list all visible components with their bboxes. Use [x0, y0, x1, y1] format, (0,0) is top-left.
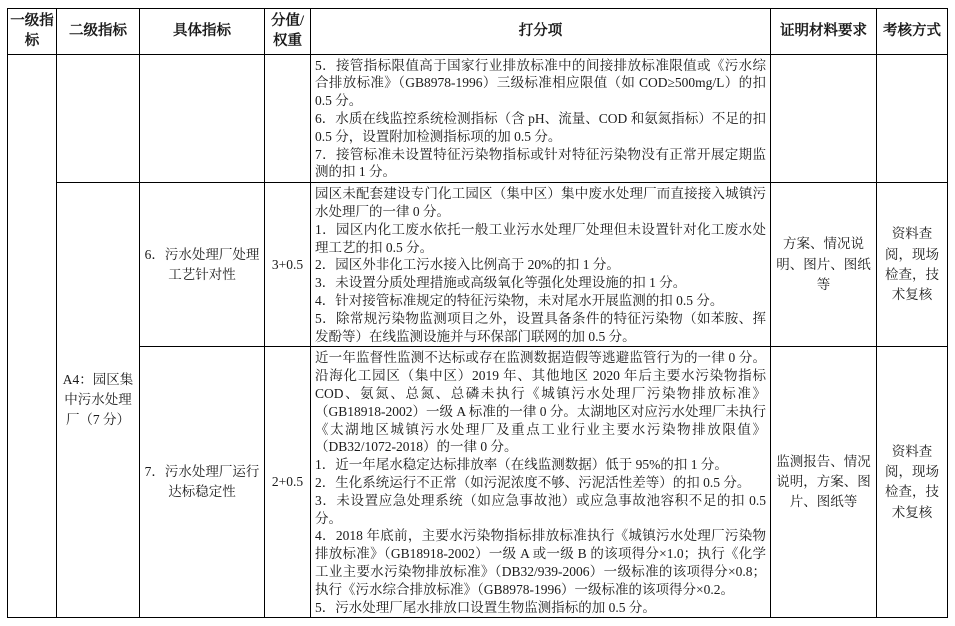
- scoring-item: 5．污水处理厂尾水排放口设置生物监测指标的加 0.5 分。: [315, 599, 656, 615]
- cell-evidence-continued-empty: [771, 54, 877, 183]
- scoring-item: 4．2018 年底前，主要水污染物指标排放标准执行《城镇污水处理厂污染物排放标准》（GB18918-2002）一级 A 或一级 B 的该项得分×1.0；执行《化学工业主要水污染物排放标准》（DB32/939-2006）一级标准的该项得分×0.8；执行《污水综合排放标准》（GB8978-1996）一级标准的该项得分×0.2。: [315, 528, 766, 597]
- scoring-item: 2．园区外非化工污水接入比例高于 20%的扣 1 分。: [315, 257, 620, 273]
- scoring-item: 6．水质在线监控系统检测指标（含 pH、流量、COD 和氨氮指标）不足的扣 0.5 分，设置附加检测指标项的加 0.5 分。: [315, 110, 766, 144]
- col-header-score-weight: 分值/权重: [265, 9, 311, 55]
- col-header-level1: 一级指标: [8, 9, 57, 55]
- scoring-item: 3．未设置分质处理措施或高级氧化等强化处理设施的扣 1 分。: [315, 275, 687, 291]
- col-header-specific: 具体指标: [140, 9, 265, 55]
- table-row: [8, 54, 948, 183]
- cell-specific-continued-empty: [140, 54, 265, 183]
- table-header-row: [8, 9, 948, 55]
- scoring-item: 3．未设置应急处理系统（如应急事故池）或应急事故池容积不足的扣 0.5 分。: [315, 492, 766, 526]
- col-header-scoring: 打分项: [311, 9, 771, 55]
- scoring-item: 7．接管标准未设置特征污染物指标或针对特征污染物没有正常开展定期监测的扣 1 分。: [315, 146, 766, 180]
- cell-score-continued-empty: [265, 54, 311, 183]
- col-header-method: 考核方式: [877, 9, 948, 55]
- scoring-item: 5．除常规污染物监测项目之外，设置具备条件的特征污染物（如苯胺、挥发酚等）在线监测设施并与环保部门联网的加 0.5 分。: [315, 310, 766, 344]
- cell-method-7: 资料查阅，现场检查，技术复核: [877, 347, 948, 618]
- cell-level2-indicator-a4: A4：园区集中污水处理厂（7 分）: [57, 183, 140, 618]
- scoring-item: 1．园区内化工废水依托一般工业污水处理厂处理但未设置针对化工废水处理工艺的扣 0.5 分。: [315, 221, 766, 255]
- cell-method-continued-empty: [877, 54, 948, 183]
- col-header-evidence: 证明材料要求: [771, 9, 877, 55]
- cell-scoring-items-7: [311, 347, 771, 618]
- cell-specific-indicator-7: 7．污水处理厂运行达标稳定性: [140, 347, 265, 618]
- indicator-score-table: [7, 8, 948, 618]
- col-header-level2: 二级指标: [57, 9, 140, 55]
- cell-score-weight-7: 2+0.5: [265, 347, 311, 618]
- scoring-item: 4．针对接管标准规定的特征污染物，未对尾水开展监测的扣 0.5 分。: [315, 292, 724, 308]
- table-row: [8, 183, 948, 347]
- table-row: [8, 347, 948, 618]
- cell-level1-indicator: [8, 54, 57, 618]
- scoring-item: 1．近一年尾水稳定达标排放率（在线监测数据）低于 95%的扣 1 分。: [315, 457, 728, 473]
- cell-method-6: 资料查阅，现场检查，技术复核: [877, 183, 948, 347]
- cell-evidence-6: 方案、情况说明、图片、图纸等: [771, 183, 877, 347]
- cell-scoring-items-6: [311, 183, 771, 347]
- scoring-item: 园区未配套建设专门化工园区（集中区）集中废水处理厂而直接接入城镇污水处理厂的一律 0 分。: [315, 186, 766, 219]
- scoring-item: 近一年监督性监测不达标或存在监测数据造假等逃避监管行为的一律 0 分。沿海化工园区（集中区）2019 年、其他地区 2020 年后主要水污染物指标 COD、氨氮、总氮、总磷未执行《城镇污水处理厂污染物排放标准》（GB18918-2002）一级 A 标准的一律 0 分。太湖地区对应污水处理厂未执行《太湖地区城镇污水处理厂及重点工业行业主要水污染物排放限值》（DB32/1072-2018）的一律 0 分。: [315, 350, 766, 455]
- cell-specific-indicator-6: 6．污水处理厂处理工艺针对性: [140, 183, 265, 347]
- scoring-item: 2．生化系统运行不正常（如污泥浓度不够、污泥活性差等）的扣 0.5 分。: [315, 474, 751, 490]
- cell-evidence-7: 监测报告、情况说明，方案、图片、图纸等: [771, 347, 877, 618]
- cell-level2-continued-empty: [57, 54, 140, 183]
- cell-score-weight-6: 3+0.5: [265, 183, 311, 347]
- scoring-item: 5．接管指标限值高于国家行业排放标准中的间接排放标准限值或《污水综合排放标准》（GB8978-1996）三级标准相应限值（如 COD≥500mg/L）的扣 0.5 分。: [315, 57, 766, 109]
- cell-scoring-items-continued: [311, 54, 771, 183]
